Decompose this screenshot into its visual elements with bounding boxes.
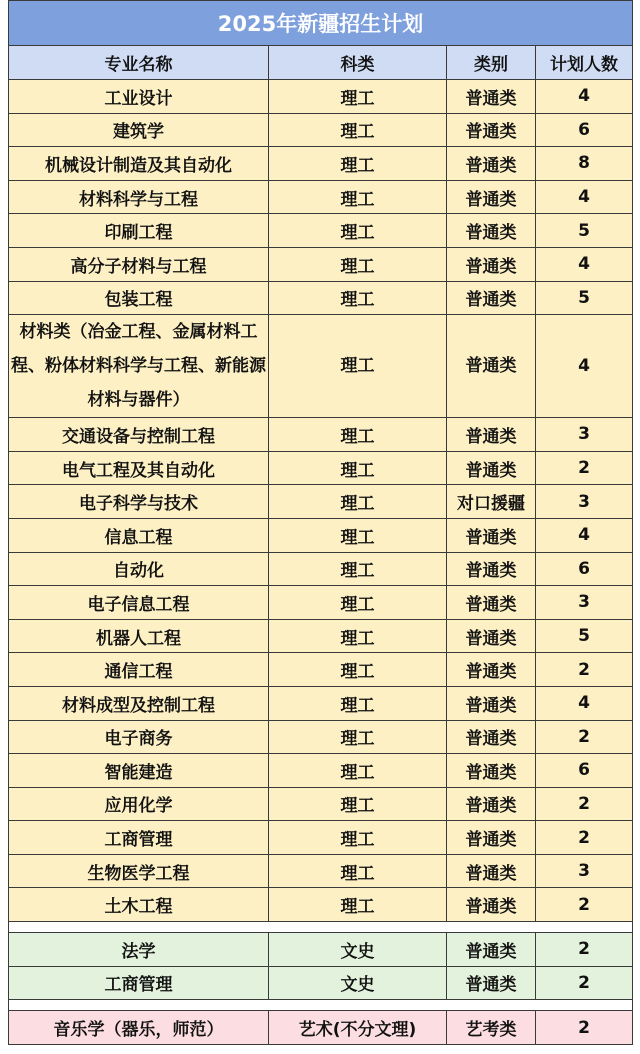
cell-count: 5 [536, 281, 633, 315]
cell-type: 普通类 [447, 451, 536, 485]
header-count: 计划人数 [536, 46, 633, 80]
section-spacer [9, 922, 633, 933]
cell-count: 2 [536, 1011, 633, 1045]
cell-major: 应用化学 [9, 787, 269, 821]
cell-category: 理工 [269, 80, 447, 114]
cell-category: 理工 [269, 720, 447, 754]
cell-type: 艺考类 [447, 1011, 536, 1045]
cell-category: 理工 [269, 586, 447, 620]
cell-major: 智能建造 [9, 754, 269, 788]
cell-count: 6 [536, 754, 633, 788]
cell-category: 理工 [269, 686, 447, 720]
cell-major: 材料成型及控制工程 [9, 686, 269, 720]
cell-count: 4 [536, 247, 633, 281]
cell-major: 电气工程及其自动化 [9, 451, 269, 485]
table-row [9, 787, 633, 821]
cell-major: 信息工程 [9, 518, 269, 552]
cell-major: 法学 [9, 933, 269, 967]
table-row [9, 80, 633, 114]
header-major: 专业名称 [9, 46, 269, 80]
cell-major: 电子科学与技术 [9, 485, 269, 519]
cell-major: 机械设计制造及其自动化 [9, 147, 269, 181]
cell-type: 普通类 [447, 686, 536, 720]
header-category: 科类 [269, 46, 447, 80]
title-row [9, 1, 633, 46]
cell-count: 2 [536, 966, 633, 1000]
cell-major: 包装工程 [9, 281, 269, 315]
cell-count: 3 [536, 586, 633, 620]
table-row [9, 720, 633, 754]
table-row [9, 214, 633, 248]
cell-major: 材料类（冶金工程、金属材料工程、粉体材料科学与工程、新能源材料与器件） [9, 315, 269, 418]
cell-count: 5 [536, 619, 633, 653]
cell-category: 理工 [269, 315, 447, 418]
cell-type: 普通类 [447, 418, 536, 452]
spacer-cell [9, 1000, 633, 1011]
cell-count: 4 [536, 518, 633, 552]
cell-type: 普通类 [447, 518, 536, 552]
table-row [9, 821, 633, 855]
table-row [9, 754, 633, 788]
table-row [9, 552, 633, 586]
cell-count: 5 [536, 214, 633, 248]
section-spacer [9, 1000, 633, 1011]
cell-category: 理工 [269, 619, 447, 653]
table-row [9, 180, 633, 214]
cell-major: 电子信息工程 [9, 586, 269, 620]
table-row [9, 933, 633, 967]
header-row [9, 46, 633, 80]
cell-category: 理工 [269, 247, 447, 281]
cell-major: 生物医学工程 [9, 854, 269, 888]
cell-type: 普通类 [447, 586, 536, 620]
table-row [9, 451, 633, 485]
cell-category: 理工 [269, 854, 447, 888]
table-row [9, 315, 633, 418]
cell-count: 2 [536, 888, 633, 922]
cell-major: 土木工程 [9, 888, 269, 922]
table-row [9, 854, 633, 888]
cell-type: 普通类 [447, 147, 536, 181]
cell-category: 文史 [269, 933, 447, 967]
table-row [9, 418, 633, 452]
cell-count: 2 [536, 451, 633, 485]
cell-category: 理工 [269, 214, 447, 248]
cell-count: 3 [536, 418, 633, 452]
cell-count: 2 [536, 787, 633, 821]
table-row [9, 586, 633, 620]
cell-category: 理工 [269, 281, 447, 315]
cell-count: 3 [536, 854, 633, 888]
cell-type: 普通类 [447, 888, 536, 922]
cell-major: 工商管理 [9, 821, 269, 855]
cell-major: 高分子材料与工程 [9, 247, 269, 281]
table-row [9, 147, 633, 181]
cell-type: 普通类 [447, 754, 536, 788]
cell-count: 6 [536, 552, 633, 586]
cell-type: 普通类 [447, 180, 536, 214]
cell-category: 理工 [269, 451, 447, 485]
cell-type: 普通类 [447, 281, 536, 315]
cell-count: 3 [536, 485, 633, 519]
cell-type: 普通类 [447, 552, 536, 586]
table-row [9, 485, 633, 519]
cell-category: 理工 [269, 754, 447, 788]
cell-major: 机器人工程 [9, 619, 269, 653]
cell-category: 理工 [269, 113, 447, 147]
cell-major: 材料科学与工程 [9, 180, 269, 214]
table-row [9, 619, 633, 653]
cell-major: 建筑学 [9, 113, 269, 147]
cell-type: 普通类 [447, 720, 536, 754]
table-row [9, 113, 633, 147]
cell-category: 艺术(不分文理) [269, 1011, 447, 1045]
cell-count: 4 [536, 686, 633, 720]
spacer-cell [9, 922, 633, 933]
cell-type: 普通类 [447, 247, 536, 281]
cell-category: 理工 [269, 518, 447, 552]
cell-major: 交通设备与控制工程 [9, 418, 269, 452]
cell-category: 理工 [269, 787, 447, 821]
table-row [9, 247, 633, 281]
cell-category: 理工 [269, 653, 447, 687]
cell-type: 对口援疆 [447, 485, 536, 519]
cell-major: 工商管理 [9, 966, 269, 1000]
table-row [9, 966, 633, 1000]
table-row [9, 686, 633, 720]
enrollment-plan-table [8, 0, 633, 1045]
cell-count: 6 [536, 113, 633, 147]
cell-category: 理工 [269, 552, 447, 586]
cell-type: 普通类 [447, 653, 536, 687]
cell-type: 普通类 [447, 113, 536, 147]
cell-count: 4 [536, 180, 633, 214]
table-row [9, 888, 633, 922]
cell-major: 印刷工程 [9, 214, 269, 248]
table-row [9, 1011, 633, 1045]
table-row [9, 518, 633, 552]
cell-type: 普通类 [447, 315, 536, 418]
cell-category: 理工 [269, 418, 447, 452]
cell-category: 理工 [269, 821, 447, 855]
cell-type: 普通类 [447, 619, 536, 653]
table-row [9, 281, 633, 315]
cell-type: 普通类 [447, 933, 536, 967]
cell-type: 普通类 [447, 80, 536, 114]
cell-category: 文史 [269, 966, 447, 1000]
cell-count: 2 [536, 821, 633, 855]
cell-type: 普通类 [447, 787, 536, 821]
header-type: 类别 [447, 46, 536, 80]
cell-type: 普通类 [447, 966, 536, 1000]
cell-major: 自动化 [9, 552, 269, 586]
cell-major: 工业设计 [9, 80, 269, 114]
cell-type: 普通类 [447, 854, 536, 888]
cell-category: 理工 [269, 888, 447, 922]
cell-count: 4 [536, 315, 633, 418]
table-title: 2025年新疆招生计划 [9, 1, 633, 46]
cell-count: 8 [536, 147, 633, 181]
cell-major: 音乐学（器乐，师范） [9, 1011, 269, 1045]
cell-major: 电子商务 [9, 720, 269, 754]
cell-category: 理工 [269, 147, 447, 181]
cell-category: 理工 [269, 180, 447, 214]
cell-count: 2 [536, 653, 633, 687]
cell-count: 2 [536, 720, 633, 754]
cell-count: 2 [536, 933, 633, 967]
cell-type: 普通类 [447, 821, 536, 855]
cell-category: 理工 [269, 485, 447, 519]
cell-type: 普通类 [447, 214, 536, 248]
table-row [9, 653, 633, 687]
cell-count: 4 [536, 80, 633, 114]
cell-major: 通信工程 [9, 653, 269, 687]
